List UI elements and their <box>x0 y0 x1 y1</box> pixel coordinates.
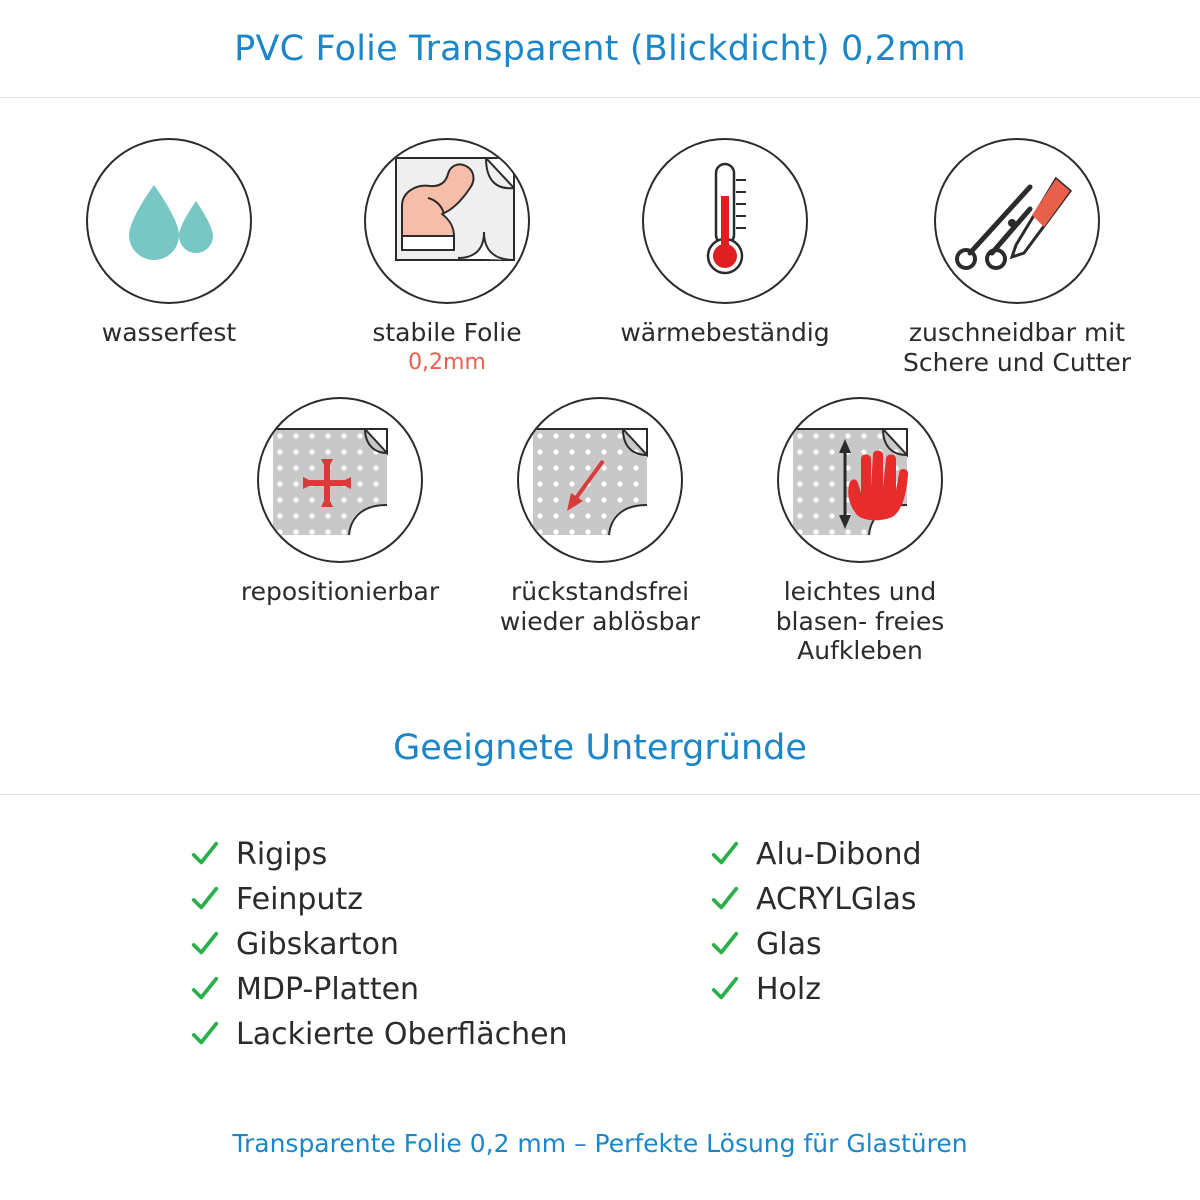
check-icon <box>190 839 220 869</box>
list-item <box>190 1015 610 1054</box>
feature-label: wärmebeständig <box>620 318 830 347</box>
substrate-list-left <box>190 835 610 1054</box>
feature-label: rückstandsfrei wieder ablösbar <box>499 577 701 636</box>
feature-label: zuschneidbar mit Schere und Cutter <box>903 318 1131 377</box>
check-icon <box>190 974 220 1004</box>
feature-row-1 <box>0 138 1200 379</box>
list-item <box>710 970 1010 1009</box>
list-item <box>710 880 1010 919</box>
check-icon <box>710 974 740 1004</box>
feature-rueckstandsfrei <box>489 397 711 666</box>
feature-icon-circle <box>777 397 943 563</box>
feature-icon-circle <box>934 138 1100 304</box>
hand-smooth-icon <box>779 399 941 561</box>
list-item-label: ACRYLGlas <box>756 881 917 917</box>
feature-label: wasserfest <box>101 318 237 347</box>
water-drops-icon <box>114 171 224 271</box>
feature-icon-circle <box>517 397 683 563</box>
header <box>0 0 1200 98</box>
reposition-arrows-icon <box>259 399 421 561</box>
substrate-lists <box>0 835 1200 1054</box>
list-item <box>190 835 610 874</box>
check-icon <box>190 884 220 914</box>
check-icon <box>710 839 740 869</box>
list-item-label: Gibskarton <box>236 926 399 962</box>
footer-text: Transparente Folie 0,2 mm – Perfekte Lösung für Glastüren <box>232 1129 968 1158</box>
list-item-label: MDP-Platten <box>236 971 420 1007</box>
feature-icon-circle <box>86 138 252 304</box>
check-icon <box>710 929 740 959</box>
feature-repositionierbar <box>229 397 451 666</box>
feature-label: repositionierbar <box>240 577 440 606</box>
feature-sublabel: 0,2mm <box>408 349 486 375</box>
list-item-label: Feinputz <box>236 881 363 917</box>
list-item-label: Holz <box>756 971 821 1007</box>
feature-icon-circle <box>364 138 530 304</box>
substrate-list-right <box>710 835 1010 1054</box>
check-icon <box>190 1019 220 1049</box>
feature-icon-circle <box>257 397 423 563</box>
strong-arm-film-icon <box>366 140 528 302</box>
feature-icon-circle <box>642 138 808 304</box>
thermometer-icon <box>690 156 760 286</box>
list-item-label: Glas <box>756 926 822 962</box>
feature-stabile-folie <box>336 138 558 379</box>
check-icon <box>190 929 220 959</box>
feature-row-2 <box>0 397 1200 666</box>
feature-waermebestaendig <box>614 138 836 379</box>
peel-off-arrow-icon <box>519 399 681 561</box>
section-header <box>0 728 1200 795</box>
section-title: Geeignete Untergründe <box>393 727 807 768</box>
list-item <box>190 970 610 1009</box>
list-item <box>190 925 610 964</box>
page-title: PVC Folie Transparent (Blickdicht) 0,2mm <box>234 28 966 69</box>
list-item-label: Lackierte Oberflächen <box>236 1016 568 1052</box>
check-icon <box>710 884 740 914</box>
list-item <box>710 835 1010 874</box>
feature-section <box>0 98 1200 666</box>
scissors-cutter-icon <box>952 161 1082 281</box>
list-item <box>710 925 1010 964</box>
feature-wasserfest <box>58 138 280 379</box>
list-item-label: Alu-Dibond <box>756 836 922 872</box>
list-item-label: Rigips <box>236 836 328 872</box>
feature-zuschneidbar <box>892 138 1142 379</box>
feature-label: leichtes und blasen- freies Aufkleben <box>775 577 945 665</box>
feature-blasenfreies-aufkleben <box>749 397 971 666</box>
feature-label: stabile Folie <box>372 318 522 347</box>
list-item <box>190 880 610 919</box>
